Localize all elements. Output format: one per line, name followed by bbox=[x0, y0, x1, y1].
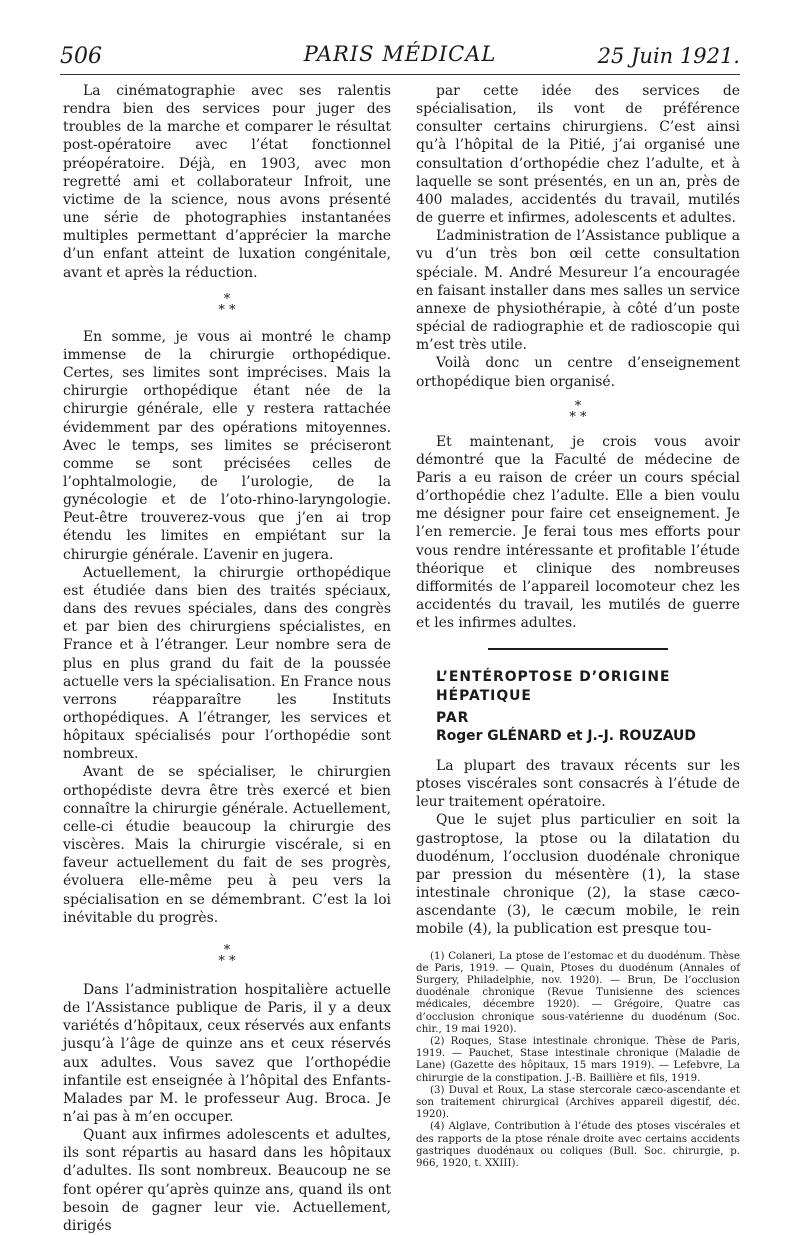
article-title bbox=[416, 668, 740, 704]
footnotes bbox=[416, 951, 740, 1171]
paragraph: Quant aux infirmes adolescents et adultes, ils sont répartis au hasard dans les hôpitaux d’adultes. Ils sont nombreux. Beaucoup ne se font opérer qu’après quinze ans, quand ils ont besoin de gagner leur vie. Actuellement, dirigés bbox=[63, 1127, 391, 1234]
article-title-line: L’ENTÉROPTOSE D’ORIGINE bbox=[436, 669, 671, 686]
asterisk-bottom: * * bbox=[569, 409, 587, 425]
issue-date: 25 Juin 1921. bbox=[597, 44, 740, 68]
paragraph: par cette idée des services de spécialisation, ils vont de préférence consulter certains chirurgiens. C’est ainsi qu’à l’hôpital de la Pitié, j’ai organisé une consultation d’orthopédie chez l’adulte, et à laquelle se sont présentés, en un an, près de 400 malades, accidentés du travail, mutilés de guerre et infirmes, adolescents et adultes. bbox=[416, 83, 740, 227]
section-separator-asterisks bbox=[63, 942, 391, 969]
paragraph: La cinématographie avec ses ralentis rendra bien des services pour juger des troubles de la marche et comparer le résultat post-opératoire avec l’état fonctionnel préopératoire. Déjà, en 1903, avec mon regretté ami et collaborateur Infroit, une victime de la science, nous avons présenté une série de photographies instantanées multiples permettant d’apprécier la marche d’un enfant atteint de luxation congénitale, avant et après la réduction. bbox=[63, 83, 391, 281]
article-separator-rule bbox=[488, 648, 668, 650]
byline-par: PAR bbox=[436, 709, 470, 726]
article-authors: Roger GLÉNARD et J.-J. ROUZAUD bbox=[436, 727, 696, 744]
asterisk-top: * bbox=[223, 291, 231, 307]
header-rule bbox=[60, 74, 740, 75]
left-column bbox=[63, 82, 391, 1235]
footnote: (3) Duval et Roux, La stase stercorale cæco-ascendante et son traitement chirurgical (Archives appareil digestif, déc. 1920). bbox=[416, 1084, 740, 1121]
section-separator-asterisks bbox=[416, 398, 740, 425]
asterisk-top: * bbox=[574, 398, 582, 414]
asterisk-bottom: * * bbox=[218, 953, 236, 969]
footnote: (4) Alglave, Contribution à l’étude des ptoses viscérales et des rapports de la ptose rénale droite avec certains accidents gastriques duodénaux ou coliques (Bull. Soc. chirurgie, p. 966, 1920, t. XXIII). bbox=[416, 1121, 740, 1170]
page-number: 506 bbox=[60, 44, 102, 69]
paragraph: Et maintenant, je crois vous avoir démontré que la Faculté de médecine de Paris a eu raison de créer un cours spécial d’orthopédie chez l’adulte. Elle a bien voulu me désigner pour faire cet enseignement. Je l’en remercie. Je ferai tous mes efforts pour vous rendre intéressante et profitable l’étude théorique et clinique des nombreuses difformités de l’appareil locomoteur chez les accidentés du travail, les mutilés de guerre et les infirmes adultes. bbox=[416, 433, 740, 632]
paragraph: Dans l’administration hospitalière actuelle de l’Assistance publique de Paris, il y a deux variétés d’hôpitaux, ceux réservés aux enfants jusqu’à l’âge de quinze ans et ceux réservés aux adultes. Vous savez que l’orthopédie infantile est enseignée à l’hôpital des Enfants-Malades par M. le professeur Aug. Broca. Je n’ai pas à m’en occuper. bbox=[63, 981, 391, 1125]
paragraph: En somme, je vous ai montré le champ immense de la chirurgie orthopédique. Certes, ses limites sont imprécises. Mais la chirurgie orthopédique étant née de la chirurgie générale, elle y restera rattachée évidemment par des opérations mitoyennes. Avec le temps, ses limites se préciseront comme se sont précisées celles de l’ophtalmologie, de l’urologie, de la gynécologie et de l’oto-rhino-laryngologie. Peut-être trouverez-vous que j’en ai trop étendu les limites en empiétant sur la chirurgie générale. L’avenir en jugera. bbox=[63, 328, 391, 563]
journal-title: PARIS MÉDICAL bbox=[303, 42, 497, 66]
page-header bbox=[60, 42, 740, 72]
paragraph: L’administration de l’Assistance publique a vu d’un très bon œil cette consultation spéciale. M. André Mesureur l’a encouragée en faisant installer dans mes salles un service annexe de physiothérapie, à côté d’un poste spécial de radiographie et de radioscopie qui m’est très utile. bbox=[416, 228, 740, 354]
asterisk-bottom: * * bbox=[218, 302, 236, 318]
paragraph: Voilà donc un centre d’enseignement orthopédique bien organisé. bbox=[416, 355, 740, 390]
right-column bbox=[416, 82, 740, 1170]
asterisk-top: * bbox=[223, 942, 231, 958]
article-title-line: HÉPATIQUE bbox=[436, 687, 532, 704]
footnote: (1) Colaneri, La ptose de l’estomac et du duodénum. Thèse de Paris, 1919. — Quain, Ptoses du duodénum (Annales of Surgery, Philadelphie, nov. 1920). — Brun, De l’occlusion duodénale chronique (Revue Tunisienne des sciences médicales, décembre 1920). — Grégoire, Quatre cas d’occlusion chronique sous-vatérienne du duodénum (Soc. chir., 19 mai 1920). bbox=[416, 950, 740, 1035]
paragraph: La plupart des travaux récents sur les ptoses viscérales sont consacrés à l’étude de leur traitement opératoire. bbox=[416, 758, 740, 811]
paragraph: Que le sujet plus particulier en soit la gastroptose, la ptose ou la dilatation du duodénum, l’occlusion duodénale chronique par pression du mésentère (1), la stase intestinale chronique (2), la stase cæco-ascendante (3), le cæcum mobile, le rein mobile (4), la publication est presque tou- bbox=[416, 812, 740, 938]
section-separator-asterisks bbox=[63, 291, 391, 318]
paragraph: Avant de se spécialiser, le chirurgien orthopédiste devra être très exercé et bien connaître la chirurgie générale. Actuellement, celle-ci étudie beaucoup la chirurgie des viscères. Mais la chirurgie viscérale, si en faveur actuellement du fait de ses progrès, évoluera elle-même peu à peu vers la spécialisation en se démembrant. C’est la loi inévitable du progrès. bbox=[63, 764, 391, 926]
paragraph: Actuellement, la chirurgie orthopédique est étudiée dans bien des traités spéciaux, dans des revues spéciales, dans des congrès et par bien des chirurgiens spécialistes, en France et à l’étranger. Leur nombre sera de plus en plus grand du fait de la poussée actuelle vers la spécialisation. En France nous verrons réapparaître les Instituts orthopédiques. A l’étranger, les services et hôpitaux spécialisés pour l’orthopédie sont nombreux. bbox=[63, 564, 391, 763]
footnote: (2) Roques, Stase intestinale chronique. Thèse de Paris, 1919. — Pauchet, Stase intestinale chronique (Maladie de Lane) (Gazette des hôpitaux, 15 mars 1919). — Lefebvre, La chirurgie de la constipation. J.-B. Baillière et fils, 1919. bbox=[416, 1035, 740, 1084]
